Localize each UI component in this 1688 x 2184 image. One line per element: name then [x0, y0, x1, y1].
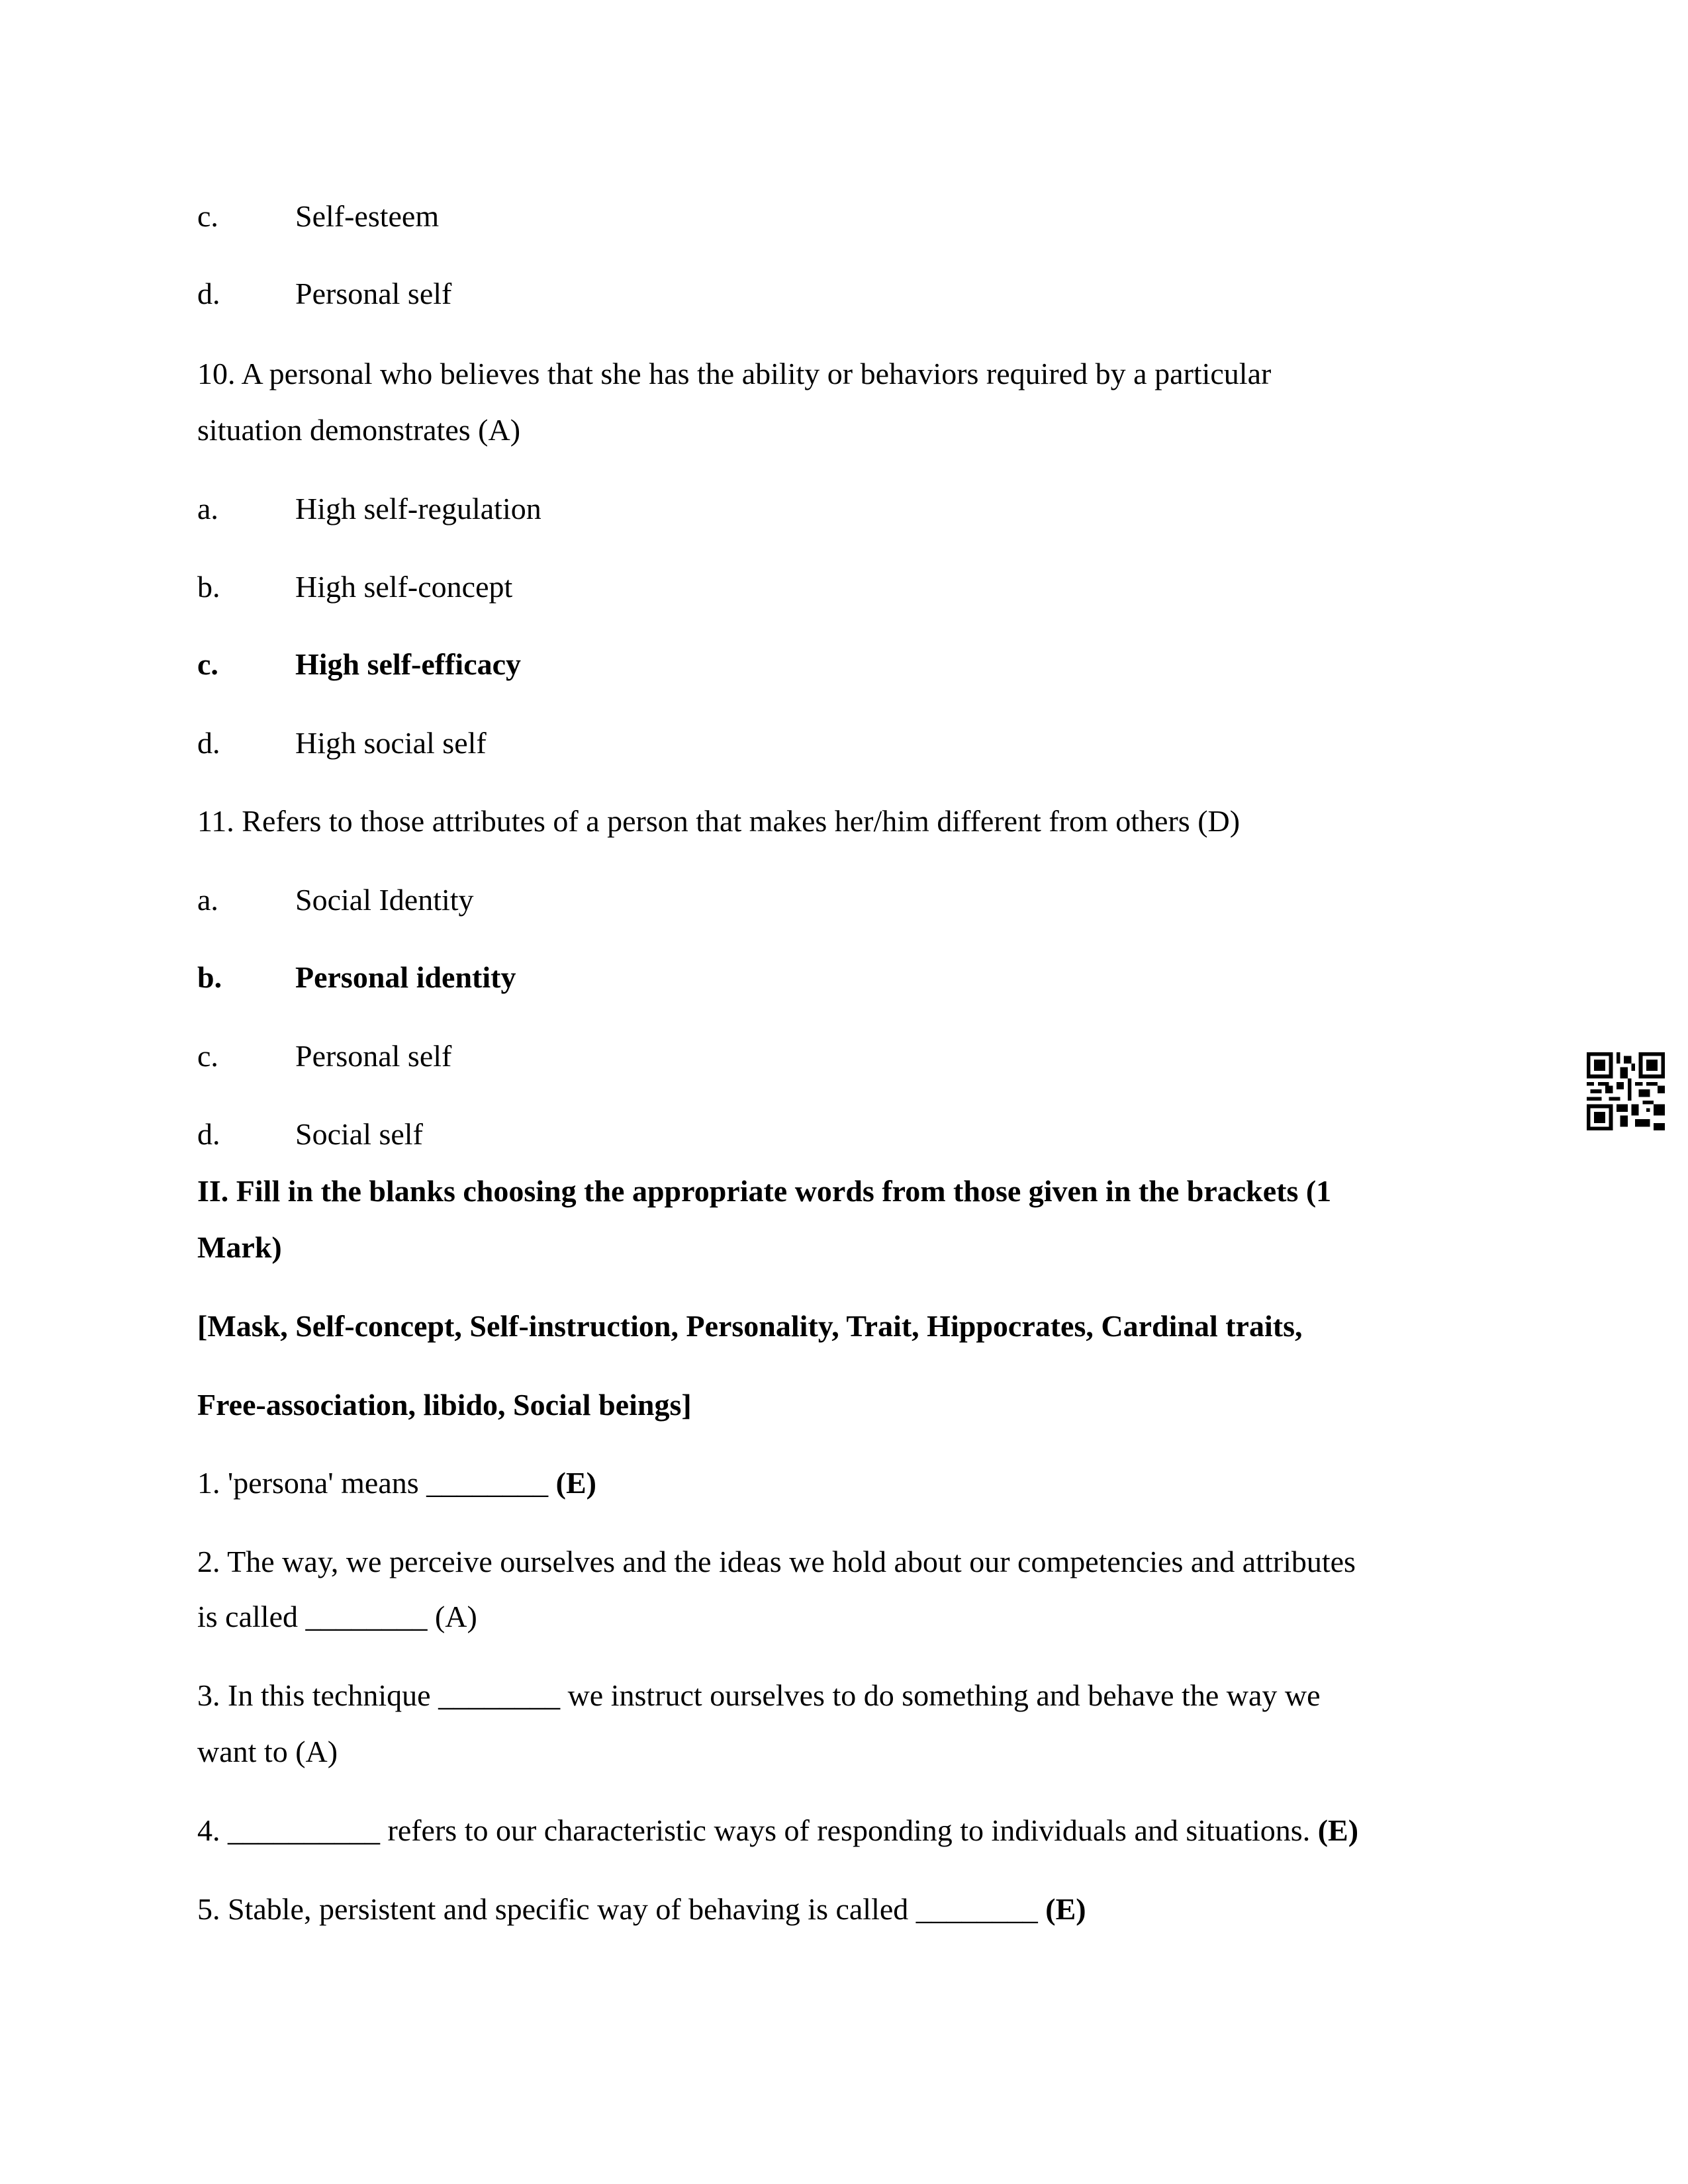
option-label: d.: [197, 726, 220, 760]
option-text: Personal self: [295, 1039, 452, 1073]
blank-item-5: [197, 1891, 1086, 1928]
blank-item-3-line2: want to (A): [197, 1735, 338, 1768]
section-heading-line1: II. Fill in the blanks choosing the appropriate words from those given in the brackets (1: [197, 1174, 1332, 1208]
option-label: c.: [197, 1039, 218, 1073]
option-text: Self-esteem: [295, 199, 440, 233]
q10-option-d: [197, 725, 487, 762]
option-label: b.: [197, 570, 220, 604]
option-label: b.: [197, 960, 222, 994]
question-10-line2: situation demonstrates (A): [197, 413, 521, 447]
option-label: c.: [197, 199, 218, 233]
q11-option-a: [197, 882, 474, 919]
word-bank-line2: Free-association, libido, Social beings]: [197, 1388, 692, 1422]
q10-option-b: [197, 569, 512, 606]
option-text: Social self: [295, 1117, 423, 1151]
option-label: d.: [197, 277, 220, 310]
blank-item-4: [197, 1812, 1358, 1849]
option-text: High self-efficacy: [295, 647, 522, 681]
q11-option-c: [197, 1038, 451, 1075]
option-text: High self-regulation: [295, 492, 541, 525]
q10-option-a: [197, 490, 541, 527]
word-bank-line1: [Mask, Self-concept, Self-instruction, Personality, Trait, Hippocrates, Cardinal traits,: [197, 1309, 1303, 1343]
blank-item-2-line1: 2. The way, we perceive ourselves and the ideas we hold about our competencies and attributes: [197, 1545, 1356, 1578]
item-text: 1. 'persona' means ________: [197, 1466, 556, 1500]
option-text: High social self: [295, 726, 487, 760]
qr-code-icon: [1587, 1052, 1665, 1130]
item-tag: (E): [1045, 1892, 1086, 1926]
q11-option-d: [197, 1116, 423, 1153]
blank-item-1: [197, 1465, 596, 1502]
blank-item-3-line1: 3. In this technique ________ we instruct ourselves to do something and behave the way we: [197, 1678, 1321, 1712]
option-label: a.: [197, 492, 218, 525]
section-heading-line2: Mark): [197, 1230, 282, 1264]
q10-option-c-answer: [197, 646, 521, 683]
item-text: 4. __________ refers to our characteristic ways of responding to individuals and situations.: [197, 1813, 1318, 1847]
option-text: Social Identity: [295, 883, 474, 917]
item-text: 5. Stable, persistent and specific way of behaving is called ________: [197, 1892, 1046, 1926]
question-11: 11. Refers to those attributes of a person that makes her/him different from others (D): [197, 804, 1241, 838]
option-text: High self-concept: [295, 570, 513, 604]
item-tag: (E): [1317, 1813, 1359, 1847]
option-text: Personal identity: [295, 960, 516, 994]
q11-option-b-answer: [197, 959, 516, 996]
blank-item-2-line2: is called ________ (A): [197, 1600, 477, 1633]
item-tag: (E): [555, 1466, 596, 1500]
option-label: d.: [197, 1117, 220, 1151]
option-d: [197, 275, 451, 312]
question-10-line1: 10. A personal who believes that she has the ability or behaviors required by a particular: [197, 357, 1272, 390]
option-label: c.: [197, 647, 218, 681]
option-c: [197, 198, 439, 235]
option-label: a.: [197, 883, 218, 917]
option-text: Personal self: [295, 277, 452, 310]
